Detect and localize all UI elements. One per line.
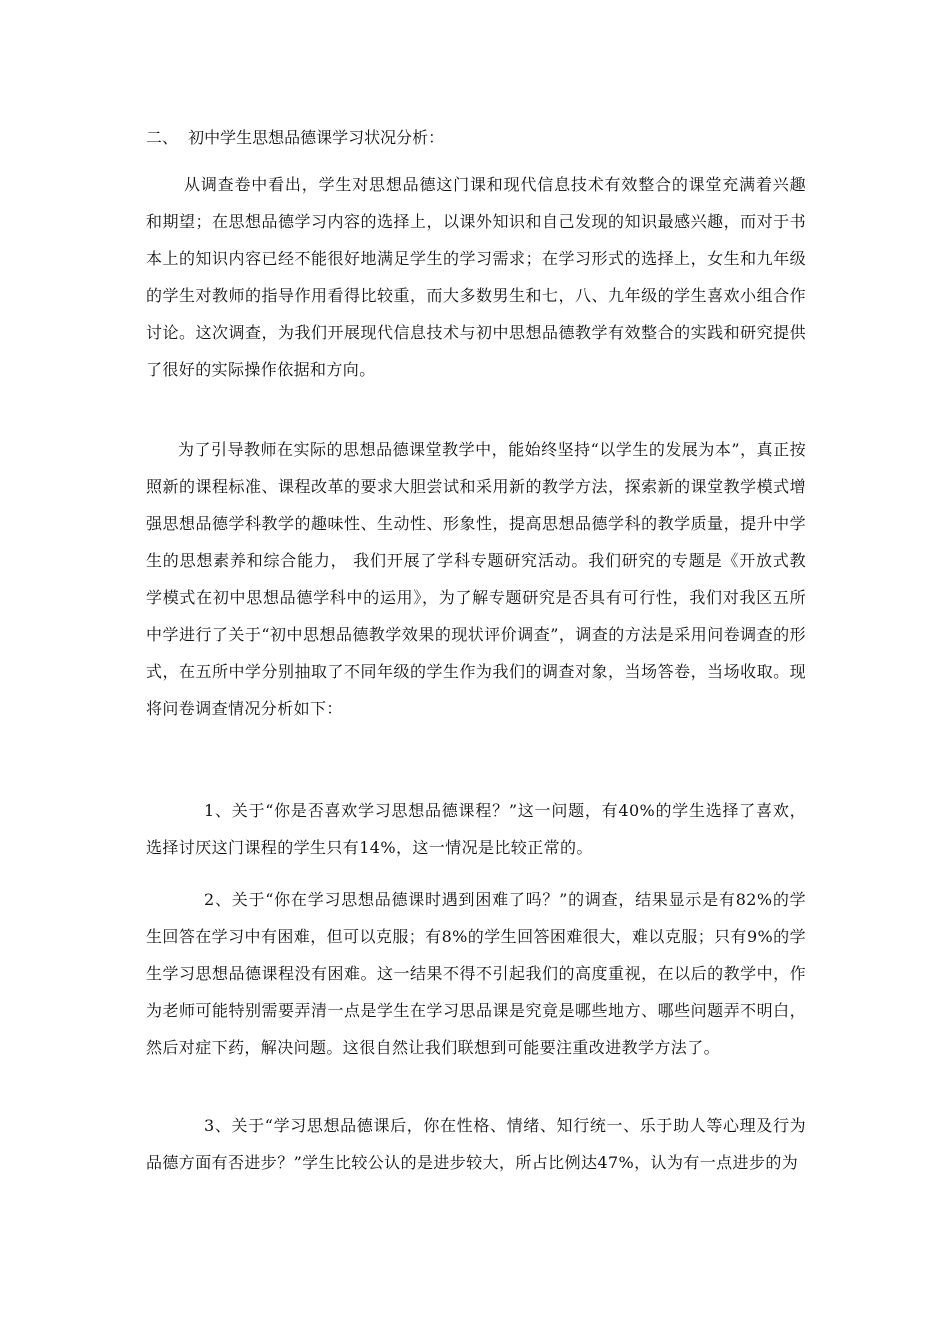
paragraph-research-background: 为了引导教师在实际的思想品德课堂教学中，能始终坚持“以学生的发展为本”，真正按照新的课程标准、课程改革的要求大胆尝试和采用新的教学方法，探索新的课堂教学模式增强思想品德学科教学的趣味性、生动性、形象性，提高思想品德学科的教学质量，提升中学生的思想素养和综合能力， 我们开展了学科专题研究活动。我们研究的专题是《开放式教学模式在初中思想品德学科中的运用》，为了解专题研究是否具有可行性，我们对我区五所中学进行了关于“初中思想品德教学效果的现状评价调查”，调查的方法是采用问卷调查的形式，在五所中学分别抽取了不同年级的学生作为我们的调查对象，当场答卷，当场收取。现将问卷调查情况分析如下： (146, 440, 806, 718)
section-heading: 二、 初中学生思想品德课学习状况分析： (146, 128, 445, 147)
paragraph-finding-1: 1、关于“你是否喜欢学习思想品德课程？”这一问题，有40%的学生选择了喜欢，选择讨厌这门课程的学生只有14%，这一情况是比较正常的。 (146, 801, 806, 857)
paragraph-survey-overview: 从调查卷中看出，学生对思想品德这门课和现代信息技术有效整合的课堂充满着兴趣和期望；在思想品德学习内容的选择上，以课外知识和自己发现的知识最感兴趣，而对于书本上的知识内容已经不能很好地满足学生的学习需求；在学习形式的选择上，女生和九年级的学生对教师的指导作用看得比较重，而大多数男生和七，八、九年级的学生喜欢小组合作讨论。这次调查，为我们开展现代信息技术与初中思想品德教学有效整合的实践和研究提供了很好的实际操作依据和方向。 (146, 175, 806, 379)
paragraph-finding-3: 3、关于“学习思想品德课后，你在性格、情绪、知行统一、乐于助人等心理及行为品德方面有否进步？”学生比较公认的是进步较大，所占比例达47%，认为有一点进步的为 (146, 1116, 806, 1172)
paragraph-finding-2: 2、关于“你在学习思想品德课时遇到困难了吗？”的调查，结果显示是有82%的学生回答在学习中有困难，但可以克服；有8%的学生回答困难很大，难以克服；只有9%的学生学习思想品德课程没有困难。这一结果不得不引起我们的高度重视，在以后的教学中，作为老师可能特别需要弄清一点是学生在学习思品课是究竟是哪些地方、哪些问题弄不明白，然后对症下药，解决问题。这很自然让我们联想到可能要注重改进教学方法了。 (146, 890, 806, 1057)
